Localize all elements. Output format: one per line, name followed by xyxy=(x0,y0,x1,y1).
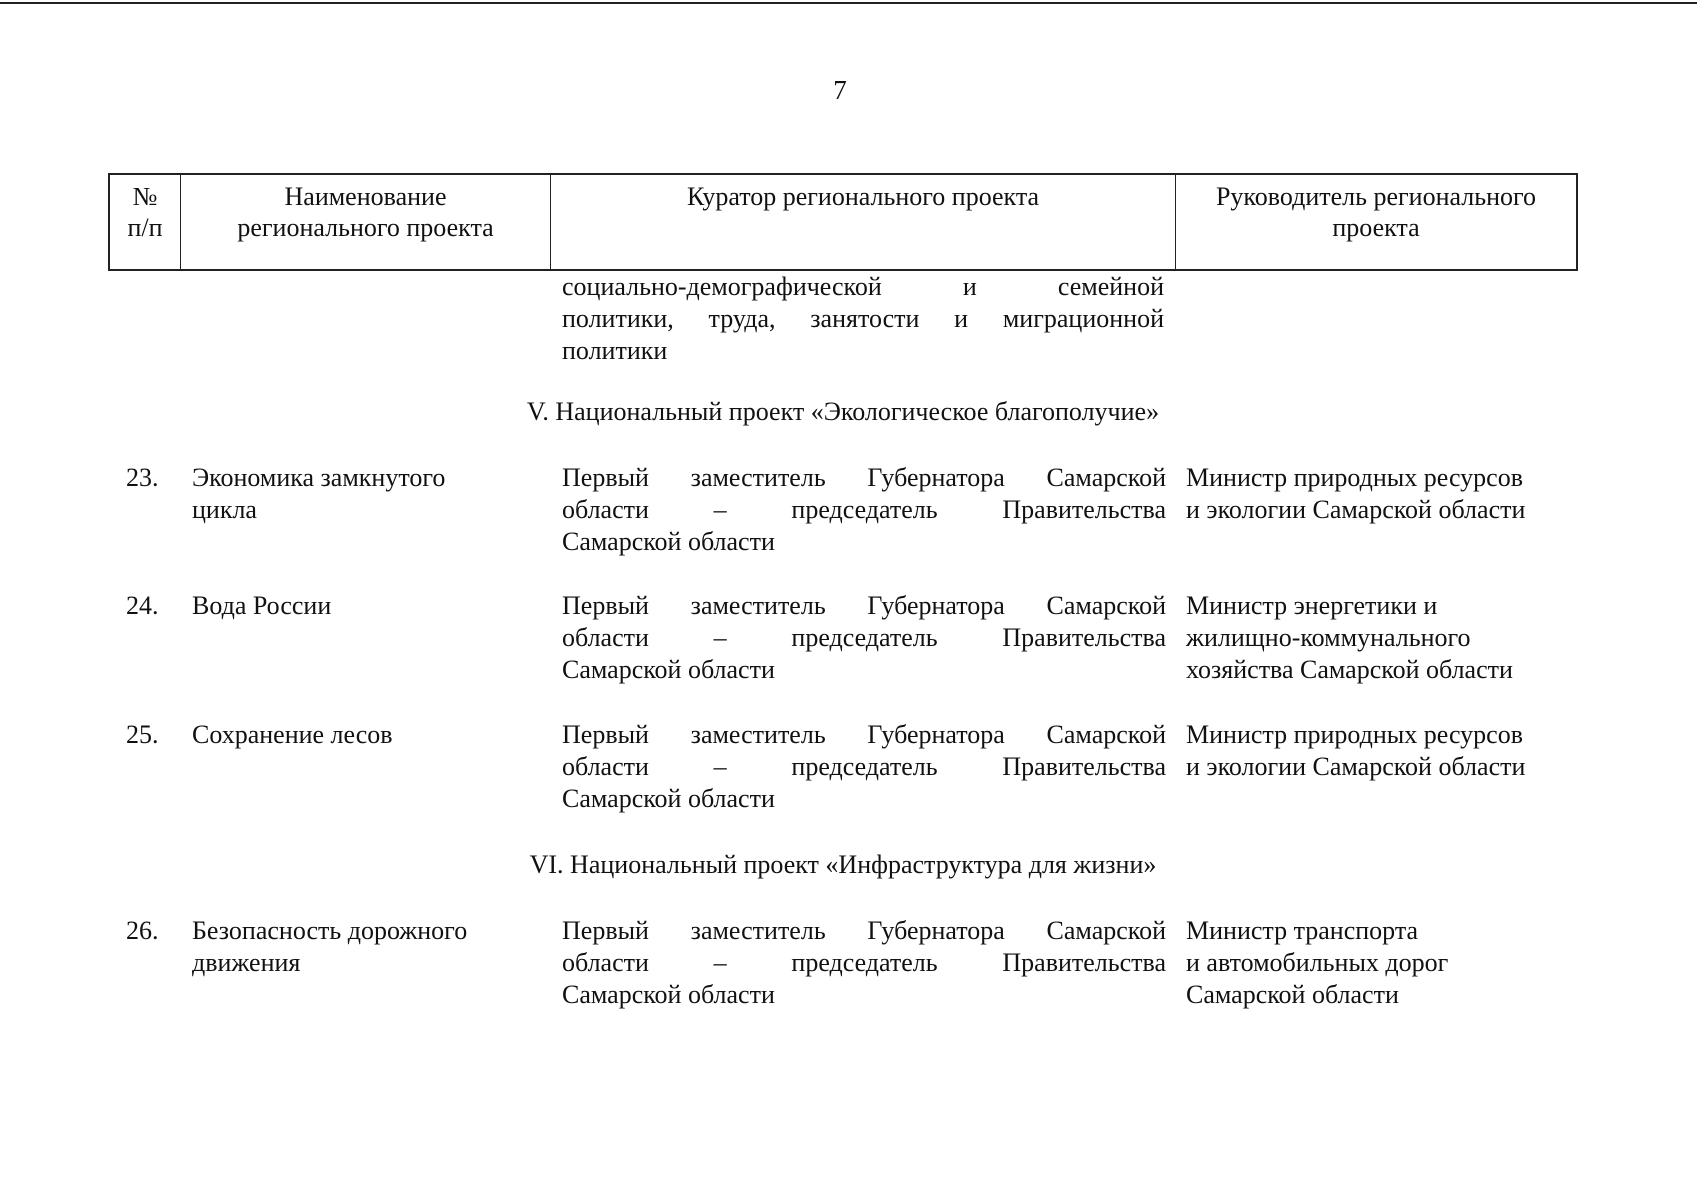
project-head: Министр транспорта и автомобильных дорог Самарской области xyxy=(1186,916,1449,1009)
header-col-number: № п/п xyxy=(110,175,181,269)
row-number: 25. xyxy=(126,720,159,749)
header-col-head: Руководитель регионального проекта xyxy=(1215,182,1537,242)
project-curator: Первый заместитель Губернатора Самарской области – председатель Правительства Самарской области xyxy=(562,720,1166,813)
project-name: Экономика замкнутого цикла xyxy=(192,463,446,524)
top-rule xyxy=(0,2,1697,4)
project-head: Министр энергетики и жилищно-коммунального хозяйства Самарской области xyxy=(1186,591,1513,684)
row-number: 23. xyxy=(126,463,159,492)
project-curator: Первый заместитель Губернатора Самарской области – председатель Правительства Самарской области xyxy=(562,591,1166,684)
project-head: Министр природных ресурсов и экологии Самарской области xyxy=(1186,463,1526,524)
row-number: 24. xyxy=(126,591,159,620)
project-name: Сохранение лесов xyxy=(192,720,393,749)
section-heading-6: VI. Национальный проект «Инфраструктура для жизни» xyxy=(529,850,1157,879)
section-heading-5: V. Национальный проект «Экологическое благополучие» xyxy=(526,397,1160,426)
page-number: 7 xyxy=(833,75,847,105)
header-col-name: Наименование регионального проекта xyxy=(181,175,551,269)
project-head: Министр природных ресурсов и экологии Самарской области xyxy=(1186,720,1526,781)
project-curator: Первый заместитель Губернатора Самарской области – председатель Правительства Самарской области xyxy=(562,916,1166,1009)
project-curator: Первый заместитель Губернатора Самарской области – председатель Правительства Самарской области xyxy=(562,463,1166,556)
project-name: Безопасность дорожного движения xyxy=(192,916,468,977)
project-name: Вода России xyxy=(192,591,332,620)
table-header xyxy=(108,173,1578,271)
header-col-curator: Куратор регионального проекта xyxy=(551,175,1176,269)
row-number: 26. xyxy=(126,916,159,945)
continuation-text: социально-демографической и семейной политики, труда, занятости и миграционной политики xyxy=(562,272,1164,365)
